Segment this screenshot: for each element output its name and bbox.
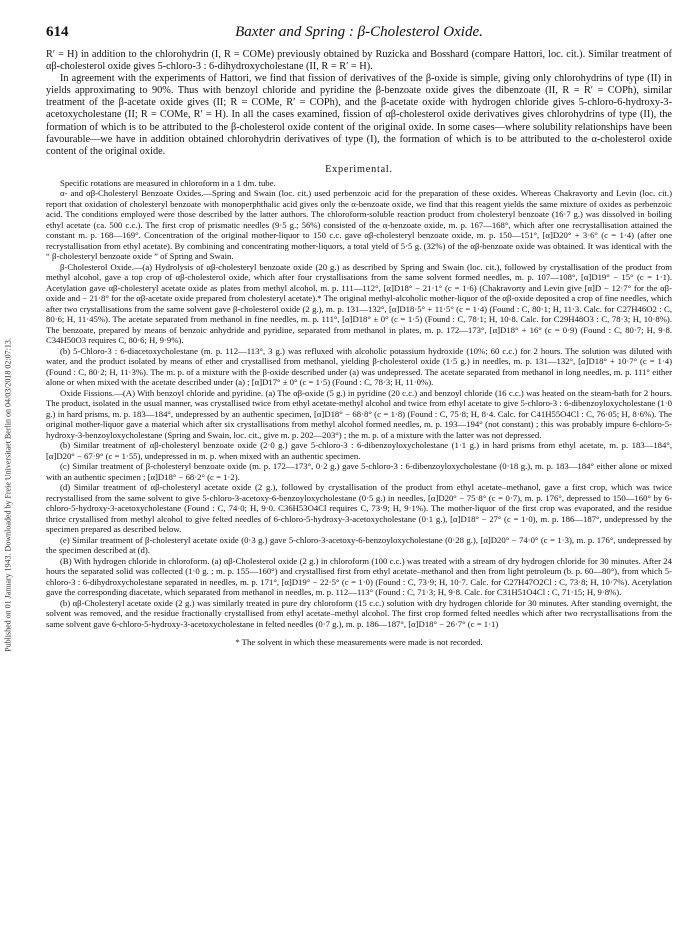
download-notice: Published on 01 January 1943. Downloaded by Freie Universitaet Berlin on 04/03/2018 02:07:13.: [3, 338, 13, 652]
page-header: [46, 24, 672, 46]
experimental-section: [46, 178, 672, 630]
download-sidebar: [2, 140, 14, 850]
exp-paragraph-5: Oxide Fissions.—(A) With benzoyl chloride and pyridine. (a) The αβ-oxide (5 g.) in pyridine (20 c.c.) and benzoyl chloride (16 c.c.) was heated on the steam-bath for 2 hours. The product, isolated in the usual manner, was crystallised twice from ethyl acetate-methyl alcohol and twice from ethyl acetate to give 5-chloro-3 : 6-dibenzoyloxycholestane (1·0 g.) in hard prisms, m. p. 183—184°, undepressed by an authentic specimen, [α]D18° − 68·8° (c = 1·8) (Found : C, 75·8; H, 8·4. Calc. for C41H55O4Cl : C, 76·05; H, 8·6%). The original mother-liquor gave a material which after six crystallisations from methyl alcohol formed needles, m. p. 193—194° (not constant) ; this was probably impure 6-chloro-5-hydroxy-3-benzoyloxycholestane (Spring and Swain, loc. cit., give m. p. 202—203°) ; the m. p. of a mixture with the latter was not depressed.: [46, 387, 672, 440]
exp-paragraph-4: (b) 5-Chloro-3 : 6-diacetoxycholestane (m. p. 112—113°, 3 g.) was refluxed with alcoholic potassium hydroxide (10%; 60 c.c.) for 2 hours. The solution was diluted with water, and the product isolated by means of ether and crystallised from methanol, yielding β-cholesterol oxide (1·5 g.) in needles, m. p. 131—132°, [α]D18° + 10·7° (c = 1·4) (Found : C, 80·2; H, 11·3%). The m. p. of a mixture with the β-oxide described under (a) was undepressed. The acetate separated from methanol in long needles, m. p. 111° either alone or when mixed with the acetate described under (a) ; [α]D17° ± 0° (c = 1·5) (Found : C, 78·3; H, 11·0%).: [46, 345, 672, 388]
footnote: * The solvent in which these measurements were made is not recorded.: [235, 637, 483, 648]
intro-paragraph-1: R′ = H) in addition to the chlorohydrin (I, R = COMe) previously obtained by Ruzicka and Bosshard (compare Hattori, loc. cit.). Similar treatment of αβ-cholesterol oxide gives 5-chloro-3 : 6-dihydroxycholestane (II, R = R′ = H).: [46, 49, 672, 73]
exp-paragraph-7: (c) Similar treatment of β-cholesteryl benzoate oxide (m. p. 172—173°, 0·2 g.) gave 5-chloro-3 : 6-dibenzoyloxycholestane (0·18 g.), m. p. 183—184° either alone or mixed with an authentic specimen ; [α]D18° − 68·2° (c = 1·2).: [46, 461, 672, 482]
exp-paragraph-11: (b) αβ-Cholesteryl acetate oxide (2 g.) was similarly treated in pure dry chloroform (15 c.c.) solution with dry hydrogen chloride for 30 minutes. After standing overnight, the solvent was removed, and the residue fractionally crystallised from ethyl acetate–methyl alcohol. The first crop formed felted needles which after two recrystallisations from the same solvent gave 6-chloro-5-hydroxy-3-acetoxycholestane in felted needles (0·7 g.), m. p. 186—187°, [α]D18° − 26·7° (c = 1·1): [46, 597, 672, 629]
exp-paragraph-1: Specific rotations are measured in chloroform in a 1 dm. tube.: [60, 177, 276, 188]
exp-paragraph-8: (d) Similar treatment of αβ-cholesteryl acetate oxide (2 g.), followed by crystallisation of the product from ethyl acetate–methanol, gave a first crop, which was twice recrystallised from the same solvent to give 5-chloro-3-acetoxy-6-benzoyloxycholestane (0·5 g.) in needles, [α]D20° − 75·8° (c = 0·7), m. p. 176°, depressed to 150—160° by 6-chloro-5-hydroxy-3-acetoxycholestane (Found : C, 74·0; H, 9·0. C36H53O4Cl requires C, 73·9; H, 9·1%). The mother-liquor of the first crop was evaporated, and the residue thrice crystallised from methyl alcohol to give felted needles of 6-chloro-5-hydroxy-3-acetoxycholestane (0·1 g.), [α]D18° − 27° (c = 1·0), m. p. 186—187°, undepressed by the specimen prepared as described below.: [46, 482, 672, 535]
exp-paragraph-9: (e) Similar treatment of β-cholesteryl acetate oxide (0·3 g.) gave 5-chloro-3-acetoxy-6-benzoyloxycholestane (0·28 g.), [α]D20° − 74·0° (c = 1·3), m. p. 176°, undepressed by the specimen described at (d).: [46, 534, 672, 556]
running-title: Baxter and Spring : β-Cholesterol Oxide.: [235, 24, 483, 40]
paper-page: [46, 24, 672, 647]
section-heading: Experimental.: [325, 163, 393, 175]
page-number: 614: [46, 24, 69, 40]
exp-paragraph-2: α- and αβ-Cholesteryl Benzoate Oxides.—Spring and Swain (loc. cit.) used perbenzoic acid for the preparation of these oxides. Whereas Chakravorty and Levin (loc. cit.) report that oxidation of cholesteryl benzoate with monoperphthalic acid gives only the α-benzoate oxide, we find that this reagent yields the same mixture of oxides as perbenzoic acid. The conditions employed were those described by the latter authors. The chloroform-soluble reaction product from cholesteryl benzoate (16·7 g.) was dissolved in boiling ethyl acetate (ca. 500 c.c.). The first crop of prismatic needles (9·5 g.; 56%) consisted of the α-benzoate oxide, m. p. 167—168°, which after one recrystallisation attained the constant m. p. 168—169°. Concentration of the original mother-liquor to 150 c.c. gave αβ-cholesteryl benzoate oxide, m. p. 150—151°, [α]D20° + 3·6° (c = 1·4) (after one recrystallisation from ethyl acetate). By combining and concentrating mother-liquors, a total yield of 5·5 g. (32%) of the αβ-benzoate oxide was obtained. It was identical with the “ β-cholesteryl benzoate oxide ” of Spring and Swain.: [46, 188, 672, 262]
exp-paragraph-10: (B) With hydrogen chloride in chloroform. (a) αβ-Cholesterol oxide (2 g.) in chloroform (100 c.c.) was treated with a stream of dry hydrogen chloride for 30 minutes. After 24 hours the separated solid was collected (1·0 g. ; m. p. 155—160°) and crystallised first from ethyl acetate–methanol and then from light petroleum (b. p. 60—80°), from which 5-chloro-3 : 6-dihydroxycholestane separated in needles, m. p. 171°, [α]D19° − 22·5° (c = 1·0) (Found : C, 73·9; H, 10·7. Calc. for C27H47O2Cl : C, 73·8; H, 10·7%). Acetylation gave the corresponding diacetate, which separated from methanol in needles, m. p. 112—113° (Found : C, 71·3; H, 9·8. Calc. for C31H51O4Cl : C, 71·15; H, 9·8%).: [46, 555, 672, 598]
exp-paragraph-6: (b) Similar treatment of αβ-cholesteryl benzoate oxide (2·0 g.) gave 5-chloro-3 : 6-dibenzoyloxycholestane (1·1 g.) in hard prisms from ethyl acetate, m. p. 183—184°, [α]D20° − 67·9° (c = 1·55), undepressed in m. p. when mixed with an authentic specimen.: [46, 440, 672, 461]
exp-paragraph-3: β-Cholesterol Oxide.—(a) Hydrolysis of αβ-cholesteryl benzoate oxide (20 g.) as described by Spring and Swain (loc. cit.), followed by crystallisation of the product from methyl alcohol, gave a top crop of αβ-cholesterol oxide, which after four crystallisations from the same solvent formed needles, m. p. 107—108°, [α]D19° − 15° (c = 1·1). Acetylation gave αβ-cholesteryl acetate oxide as plates from methyl alcohol, m. p. 111—112°, [α]D18° − 21·1° (c = 1·6) (Chakravorty and Levin give [α]D − 12·7° for the αβ-oxide and − 21·8° for the αβ-acetate oxide prepared from cholesteryl acetate).* The original methyl-alcoholic mother-liquor of the αβ-oxide deposited a crop of fine needles, which after two crystallisations from the same solvent gave β-cholesterol oxide (2 g.), m. p. 131—132°, [α]D18·5° + 11·5° (c = 1·4) (Found : C, 80·1; H, 11·3. Calc. for C27H46O2 : C, 80·6; H, 11·45%). The acetate separated from methanol in fine needles, m. p. 111°, [α]D18° ± 0° (c = 1·5) (Found : C, 78·1; H, 10·8. Calc. for C29H48O3 : C, 78·3; H, 10·8%). The benzoate, prepared by means of benzoic anhydride and pyridine, separated from methanol in plates, m. p. 172—173°, [α]D18° + 16° (c = 0·9) (Found : C, 80·7; H, 9·8. C34H50O3 requires C, 80·6; H, 9·9%).: [46, 261, 672, 346]
intro-paragraph-2: In agreement with the experiments of Hattori, we find that fission of derivatives of the β-oxide is simple, giving only chlorohydrins of type (II) in yields approximating to 90%. Thus with benzoyl chloride and pyridine the β-benzoate oxide gives the dibenzoate (II, R = R′ = COPh), similar treatment of the β-acetate oxide gives (II; R = COMe, R′ = COPh), and the β-acetate oxide with hydrogen chloride gives 5-chloro-6-hydroxy-3-acetoxycholestane (II; R = COMe, R′ = H). In all the cases examined, fission of αβ-cholesterol oxide derivatives gives chlorohydrins of type (II), the formation of which is to be attributed to the β-cholesterol oxide content of the original oxide. In some cases—where solubility relationships have been favourable—we have in addition obtained chlorohydrin derivatives of type (I), the formation of which is to be attributed to the α-cholesterol oxide content of the original oxide.: [46, 73, 672, 157]
intro-section: [46, 49, 672, 158]
